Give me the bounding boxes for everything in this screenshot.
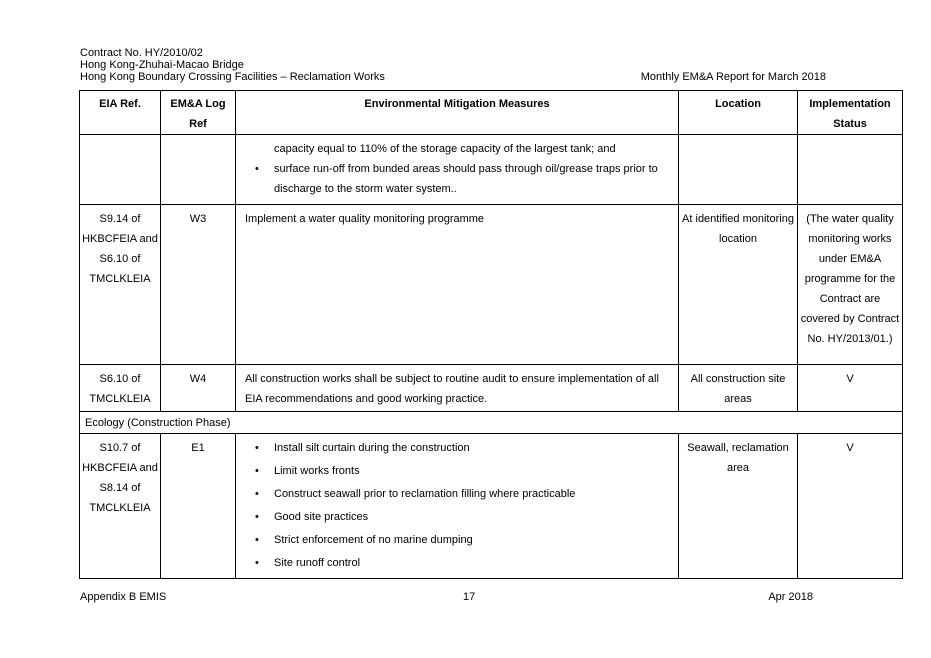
cell-measures: Implement a water quality monitoring programme [236, 205, 679, 365]
list-item: • Site runoff control [274, 553, 674, 573]
cell-location [679, 135, 798, 205]
cell-log-ref: W3 [161, 205, 236, 365]
cell-status: V [798, 434, 903, 579]
cell-status: (The water quality monitoring works under EM&A programme for the Contract are covered by Contract No. HY/2013/01.) [798, 205, 903, 365]
section-row [80, 412, 903, 434]
list-item: • Install silt curtain during the construction [274, 438, 674, 458]
cell-log-ref [161, 135, 236, 205]
header-measures: Environmental Mitigation Measures [236, 91, 679, 135]
footer-appendix: Appendix B EMIS [80, 591, 167, 603]
list-item: • Construct seawall prior to reclamation filling where practicable [274, 484, 674, 504]
cell-log-ref: E1 [161, 434, 236, 579]
cell-eia-ref: S9.14 of HKBCFEIA and S6.10 of TMCLKLEIA [80, 205, 161, 365]
table-header-row [80, 91, 903, 135]
cell-location: At identified monitoring location [679, 205, 798, 365]
cell-status [798, 135, 903, 205]
measures-list [245, 438, 674, 573]
header-location: Location [679, 91, 798, 135]
cell-eia-ref: S10.7 of HKBCFEIA and S8.14 of TMCLKLEIA [80, 434, 161, 579]
page-number: 17 [463, 591, 476, 603]
contract-number: Contract No. HY/2010/02 [80, 47, 203, 59]
cell-eia-ref: S6.10 of TMCLKLEIA [80, 365, 161, 412]
cell-location: All construction site areas [679, 365, 798, 412]
section-title: Ecology (Construction Phase) [80, 412, 903, 434]
cell-log-ref: W4 [161, 365, 236, 412]
emis-table [79, 90, 903, 579]
continuation-text: capacity equal to 110% of the storage capacity of the largest tank; and [274, 143, 616, 155]
cell-measures: All construction works shall be subject to routine audit to ensure implementation of all EIA recommendations and good working practice. [236, 365, 679, 412]
cell-measures [236, 135, 679, 205]
project-name: Hong Kong-Zhuhai-Macao Bridge [80, 59, 244, 71]
measures-list [245, 159, 674, 199]
table-row [80, 205, 903, 365]
list-item: • Good site practices [274, 507, 674, 527]
works-name: Hong Kong Boundary Crossing Facilities – Reclamation Works [80, 71, 385, 83]
list-item: • surface run-off from bunded areas should pass through oil/grease traps prior to discharge to the storm water system.. [274, 159, 674, 199]
cell-location: Seawall, reclamation area [679, 434, 798, 579]
table-row [80, 365, 903, 412]
table-row [80, 434, 903, 579]
table-row [80, 135, 903, 205]
page-header [80, 47, 830, 83]
list-item: • Limit works fronts [274, 461, 674, 481]
footer-date: Apr 2018 [768, 591, 813, 603]
report-title: Monthly EM&A Report for March 2018 [640, 71, 826, 83]
cell-status: V [798, 365, 903, 412]
list-item: • Strict enforcement of no marine dumping [274, 530, 674, 550]
cell-eia-ref [80, 135, 161, 205]
header-log-ref: EM&A Log Ref [161, 91, 236, 135]
header-eia-ref: EIA Ref. [80, 91, 161, 135]
cell-measures [236, 434, 679, 579]
header-status: Implementation Status [798, 91, 903, 135]
